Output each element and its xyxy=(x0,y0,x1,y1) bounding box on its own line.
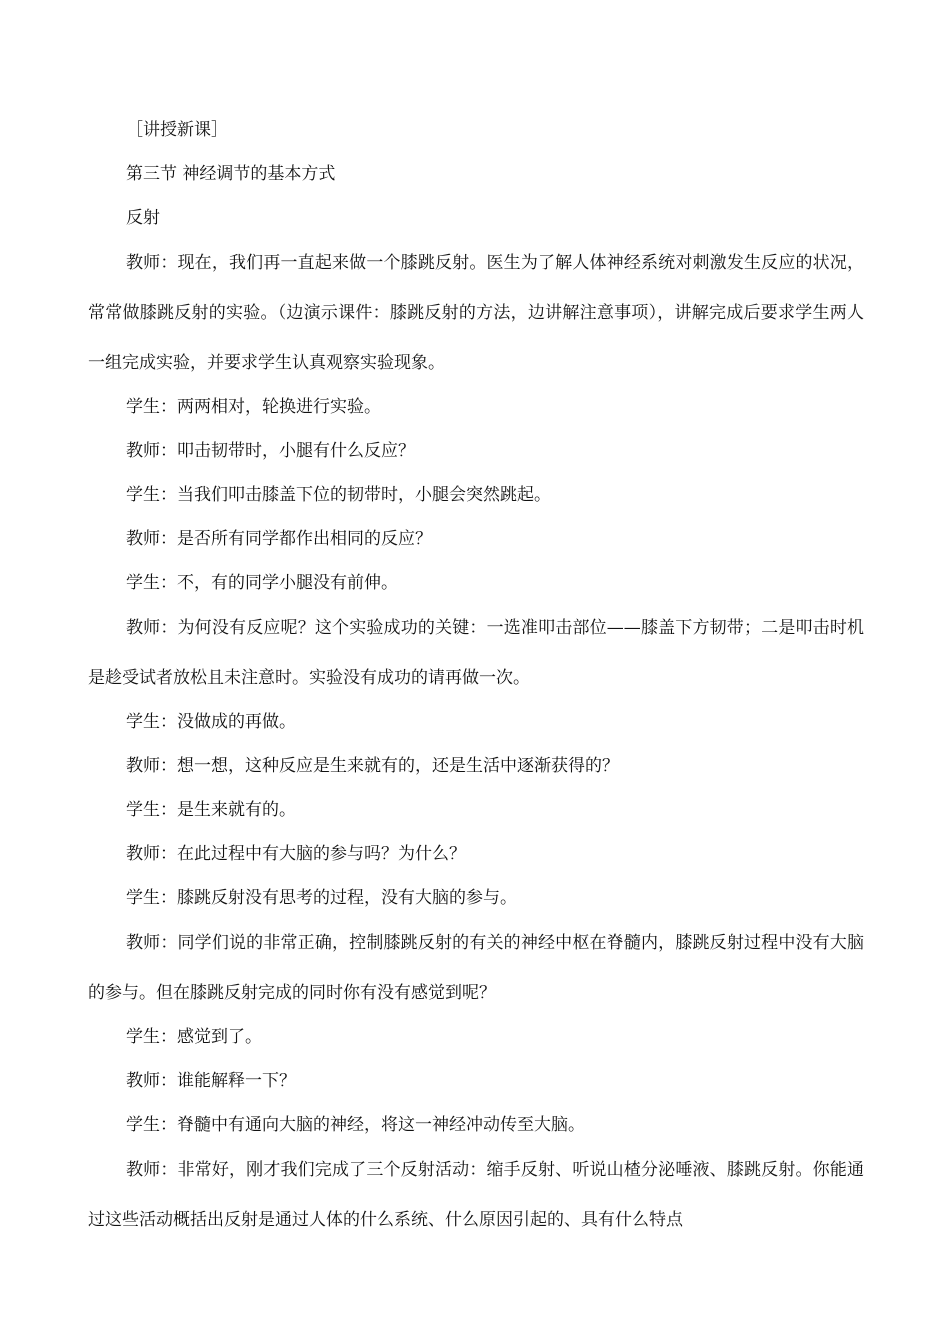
dialogue-paragraph: 教师：为何没有反应呢？这个实验成功的关键：一选准叩击部位——膝盖下方韧带；二是叩击时机是趁受试者放松且未注意时。实验没有成功的请再做一次。 xyxy=(88,618,864,688)
dialogue-paragraph: 教师：在此过程中有大脑的参与吗？为什么？ xyxy=(126,844,466,864)
document-body xyxy=(88,118,864,1252)
dialogue-paragraph: 学生：是生来就有的。 xyxy=(126,800,296,820)
dialogue-paragraph: 教师：是否所有同学都作出相同的反应？ xyxy=(126,529,432,549)
section-title: 第三节 神经调节的基本方式 xyxy=(126,164,336,184)
dialogue-paragraph: 学生：膝跳反射没有思考的过程，没有大脑的参与。 xyxy=(126,888,517,908)
dialogue-paragraph: 学生：两两相对，轮换进行实验。 xyxy=(126,397,381,417)
dialogue-paragraph: 学生：感觉到了。 xyxy=(126,1027,262,1047)
dialogue-paragraph: 学生：当我们叩击膝盖下位的韧带时，小腿会突然跳起。 xyxy=(126,485,551,505)
dialogue-paragraph: 教师：非常好，刚才我们完成了三个反射活动：缩手反射、听说山楂分泌唾液、膝跳反射。你能通过这些活动概括出反射是通过人体的什么系统、什么原因引起的、具有什么特点 xyxy=(88,1160,864,1230)
dialogue-paragraph: 教师：叩击韧带时，小腿有什么反应？ xyxy=(126,441,415,461)
dialogue-paragraph: 学生：没做成的再做。 xyxy=(126,712,296,732)
dialogue-paragraph: 教师：谁能解释一下？ xyxy=(126,1071,296,1091)
subheading: 反射 xyxy=(126,208,160,228)
dialogue-paragraph: 教师：同学们说的非常正确，控制膝跳反射的有关的神经中枢在脊髓内，膝跳反射过程中没有大脑的参与。但在膝跳反射完成的同时你有没有感觉到呢？ xyxy=(88,933,864,1003)
section-marker: ［讲授新课］ xyxy=(126,120,228,140)
dialogue-paragraph: 学生：脊髓中有通向大脑的神经，将这一神经冲动传至大脑。 xyxy=(126,1115,585,1135)
dialogue-paragraph: 学生：不，有的同学小腿没有前伸。 xyxy=(126,573,398,593)
dialogue-paragraph: 教师：想一想，这种反应是生来就有的，还是生活中逐渐获得的？ xyxy=(126,756,619,776)
dialogue-paragraph: 教师：现在，我们再一直起来做一个膝跳反射。医生为了解人体神经系统对刺激发生反应的状况，常常做膝跳反射的实验。（边演示课件：膝跳反射的方法，边讲解注意事项），讲解完成后要求学生两人一组完成实验，并要求学生认真观察实验现象。 xyxy=(88,253,864,373)
